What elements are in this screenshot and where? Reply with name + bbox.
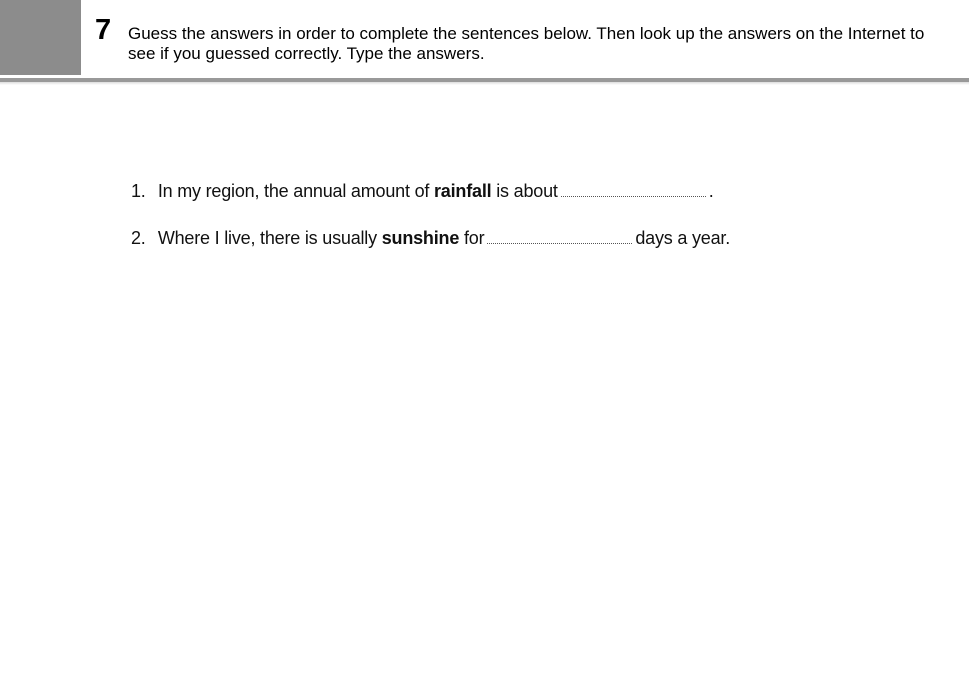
question-list bbox=[131, 178, 730, 272]
header-divider-shadow bbox=[0, 82, 969, 85]
question-text-middle: for bbox=[463, 228, 485, 248]
answer-blank-2[interactable] bbox=[487, 233, 632, 244]
question-keyword: rainfall bbox=[434, 181, 492, 201]
question-keyword: sunshine bbox=[381, 228, 460, 248]
question-text-after: days a year. bbox=[635, 228, 731, 248]
question-text-before: Where I live, there is usually bbox=[157, 228, 377, 248]
question-number: 2. bbox=[131, 228, 146, 248]
question-number: 1. bbox=[131, 181, 146, 201]
question-text-before: In my region, the annual amount of bbox=[157, 181, 430, 201]
question-2 bbox=[131, 225, 730, 272]
exercise-number: 7 bbox=[95, 14, 112, 46]
question-1 bbox=[131, 178, 730, 225]
answer-blank-1[interactable] bbox=[561, 186, 706, 197]
question-text-middle: is about bbox=[496, 181, 558, 201]
exercise-instruction: Guess the answers in order to complete the sentences below. Then look up the answers on the Internet to see if you guessed correctly. Type the answers. bbox=[128, 24, 925, 63]
question-text-after: . bbox=[708, 181, 714, 201]
header-gray-block bbox=[0, 0, 81, 75]
exercise-header bbox=[0, 0, 969, 79]
